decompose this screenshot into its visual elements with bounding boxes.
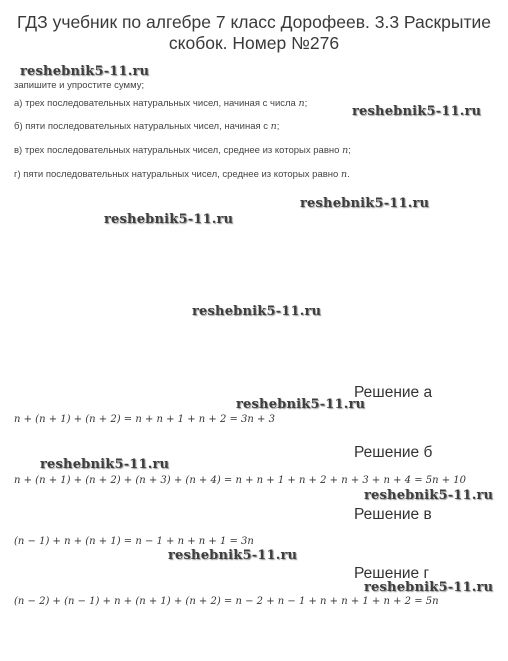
watermark: reshebnik5-11.ru bbox=[352, 104, 482, 119]
task-item-b bbox=[14, 121, 279, 132]
task-item-c-var: n bbox=[342, 145, 349, 156]
task-item-d-text: г) пяти последовательных натуральных чисел, среднее из которых равно bbox=[14, 169, 341, 180]
solution-c-heading: Решение в bbox=[354, 506, 432, 523]
page-title bbox=[0, 12, 508, 54]
solution-a-heading: Решение а bbox=[354, 384, 433, 401]
task-item-b-text: б) пяти последовательных натуральных чисел, начиная с bbox=[14, 121, 271, 132]
watermark: reshebnik5-11.ru bbox=[40, 457, 170, 472]
task-item-b-end: ; bbox=[276, 121, 280, 132]
watermark: reshebnik5-11.ru bbox=[236, 397, 366, 412]
watermark: reshebnik5-11.ru bbox=[364, 488, 494, 503]
watermark: reshebnik5-11.ru bbox=[192, 304, 322, 319]
task-item-c-end: ; bbox=[348, 145, 351, 156]
watermark: reshebnik5-11.ru bbox=[104, 212, 234, 227]
task-item-c-text: в) трех последовательных натуральных чисел, среднее из которых равно bbox=[14, 145, 343, 156]
watermark: reshebnik5-11.ru bbox=[364, 580, 494, 595]
task-item-a-text: а) трех последовательных натуральных чисел, начиная с числа bbox=[14, 98, 299, 109]
task-item-a bbox=[14, 98, 307, 109]
solution-d-heading: Решение г bbox=[354, 565, 430, 582]
task-item-d bbox=[14, 169, 350, 180]
watermark: reshebnik5-11.ru bbox=[300, 196, 430, 211]
solution-a-formula: n + (n + 1) + (n + 2) = n + n + 1 + n + 2 = 3n + 3 bbox=[14, 414, 275, 425]
watermark: reshebnik5-11.ru bbox=[168, 548, 298, 563]
solution-b-formula: n + (n + 1) + (n + 2) + (n + 3) + (n + 4) = n + n + 1 + n + 2 + n + 3 + n + 4 = 5n + 10 bbox=[14, 475, 467, 486]
solution-c-formula: (n − 1) + n + (n + 1) = n − 1 + n + n + 1 = 3n bbox=[14, 536, 254, 547]
task-item-a-end: ; bbox=[304, 98, 308, 109]
task-item-d-end: . bbox=[347, 169, 350, 180]
task-item-c bbox=[14, 145, 351, 156]
task-item-b-var: n bbox=[270, 121, 277, 132]
watermark: reshebnik5-11.ru bbox=[20, 64, 150, 79]
task-item-d-var: n bbox=[340, 169, 348, 180]
task-intro: запишите и упростите сумму; bbox=[14, 80, 145, 91]
page-title-line2: скобок. Номер №276 bbox=[168, 33, 340, 53]
solution-d-formula: (n − 2) + (n − 1) + n + (n + 1) + (n + 2) = n − 2 + n − 1 + n + n + 1 + n + 2 = 5n bbox=[14, 596, 439, 607]
page-title-line1: ГДЗ учебник по алгебре 7 класс Дорофеев. 3.3 Раскрытие bbox=[16, 12, 491, 32]
solution-b-heading: Решение б bbox=[354, 444, 433, 461]
task-item-a-var: n bbox=[298, 98, 305, 109]
